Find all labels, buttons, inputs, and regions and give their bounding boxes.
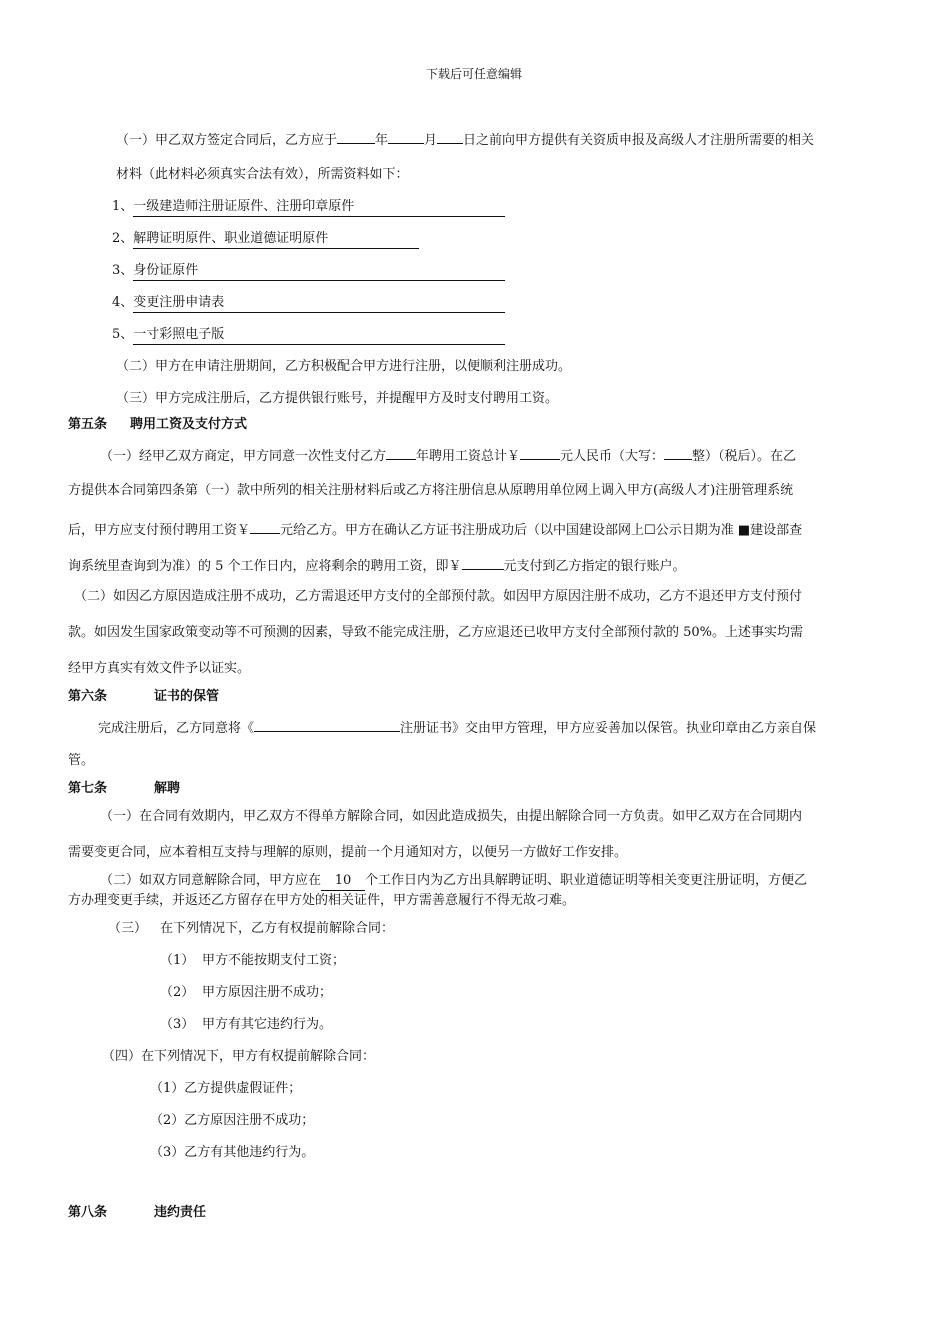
s4-paragraph-1-line-2: 材料（此材料必须真实合法有效），所需资料如下：	[116, 167, 409, 182]
s5-p2-line-2: 款。如因发生国家政策变动等不可预测的因素，导致不能完成注册，乙方应退还已收甲方支付全部预付款的 50%。上述事实均需	[68, 625, 804, 640]
filled-days-value: 10	[321, 872, 365, 891]
s7-p2-line-1	[100, 872, 807, 891]
s7-p2-line-2: 方办理变更手续，并返还乙方留存在甲方处的相关证件，甲方需善意履行不得无故刁难。	[68, 893, 576, 908]
text: （一）甲乙双方签定合同后，乙方应于	[116, 133, 338, 148]
item-text: 变更注册申请表	[133, 294, 505, 313]
text: 注册证书》交由甲方管理，甲方应妥善加以保管。执业印章由乙方亲自保	[400, 721, 817, 736]
s5-heading	[68, 416, 247, 434]
item-text: 甲方不能按期支付工资；	[202, 953, 346, 968]
text: 整）（税后）。在乙	[692, 449, 797, 464]
text: 个工作日内为乙方出具解聘证明、职业道德证明等相关变更注册证明，方便乙	[365, 873, 808, 888]
item-number: （3）	[160, 1017, 195, 1032]
s4-paragraph-2: （二）甲方在申请注册期间，乙方积极配合甲方进行注册，以便顺利注册成功。	[116, 359, 572, 374]
article-title: 解聘	[154, 781, 181, 796]
text: 在下列情况下，乙方有权提前解除合同：	[160, 921, 395, 936]
text: 年聘用工资总计￥	[416, 449, 521, 464]
s4-item-4	[112, 294, 505, 313]
item-number: 1、	[112, 199, 134, 214]
item-text: 一级建造师注册证原件、注册印章原件	[133, 198, 505, 217]
s6-line-1	[98, 716, 816, 738]
s6-heading	[68, 688, 219, 706]
text: 元给乙方。甲方在确认乙方证书注册成功后（以中国建设部网上	[280, 523, 645, 538]
article-title: 聘用工资及支付方式	[130, 417, 248, 432]
s5-p1-line-3	[68, 518, 802, 540]
text: （一）经甲乙双方商定，甲方同意一次性支付乙方	[100, 449, 387, 464]
s6-line-2: 管。	[68, 753, 95, 768]
s7-p4-item-3: （3）乙方有其他违约行为。	[150, 1145, 315, 1160]
item-text: 甲方有其它违约行为。	[202, 1017, 333, 1032]
blank-total-amount	[520, 444, 560, 460]
text: 年	[375, 133, 389, 148]
s7-p1-line-2: 需要变更合同，应本着相互支持与理解的原则，提前一个月通知对方，以便另一方做好工作安排。	[68, 845, 628, 860]
blank-remaining-amount	[462, 554, 504, 570]
s7-p1-line-1: （一）在合同有效期内，甲乙双方不得单方解除合同，如因此造成损失，由提出解除合同一方负责。如甲乙双方在合同期内	[100, 809, 803, 824]
blank-day	[437, 128, 463, 144]
article-title: 违约责任	[154, 1205, 207, 1220]
s7-p4-item-1: （1）乙方提供虚假证件；	[150, 1081, 302, 1096]
text: 公示日期为准	[655, 523, 738, 538]
text: 后，甲方应支付预付聘用工资￥	[68, 523, 251, 538]
text: 日之前向甲方提供有关资质申报及高级人才注册所需要的相关	[463, 133, 815, 148]
s5-p2-line-3: 经甲方真实有效文件予以证实。	[68, 661, 251, 676]
page-header-note: 下载后可任意编辑	[426, 67, 523, 81]
item-text: 一寸彩照电子版	[133, 326, 505, 345]
s7-p4-item-2: （2）乙方原因注册不成功；	[150, 1113, 315, 1128]
item-text: 甲方原因注册不成功；	[202, 985, 333, 1000]
text: 元支付到乙方指定的银行账户。	[503, 559, 686, 574]
item-number: （1）	[160, 953, 195, 968]
text: 元人民币（大写：	[560, 449, 665, 464]
s7-p3-item-2	[160, 984, 332, 1002]
article-number: 第八条	[68, 1205, 108, 1220]
s7-heading	[68, 780, 180, 798]
item-number: 4、	[112, 295, 134, 310]
text: 月	[424, 133, 438, 148]
checkbox-empty-glyph: ☐	[644, 523, 656, 538]
text: 完成注册后，乙方同意将《	[98, 721, 255, 736]
s4-paragraph-1-line-1	[116, 128, 814, 150]
s8-heading	[68, 1204, 206, 1222]
blank-year	[337, 128, 375, 144]
s7-p4-line: （四）在下列情况下，甲方有权提前解除合同：	[102, 1049, 376, 1064]
s4-paragraph-3: （三）甲方完成注册后，乙方提供银行账号，并提醒甲方及时支付聘用工资。	[116, 391, 559, 406]
text: 建设部查	[750, 523, 803, 538]
s5-p1-line-2: 方提供本合同第四条第（一）款中所列的相关注册材料后或乙方将注册信息从原聘用单位网上调入甲方(高级人才)注册管理系统	[68, 483, 794, 498]
blank-amount-in-words	[664, 444, 692, 460]
text: （二）如双方同意解除合同，甲方应在	[100, 873, 322, 888]
s5-p2-line-1: （二）如因乙方原因造成注册不成功，乙方需退还甲方支付的全部预付款。如因甲方原因注册不成功，乙方不退还甲方支付预付	[74, 589, 803, 604]
s4-item-2	[112, 230, 419, 249]
blank-certificate-name	[254, 716, 400, 732]
item-number: 3、	[112, 263, 134, 278]
blank-month	[388, 128, 424, 144]
article-number: 第五条	[68, 417, 108, 432]
s4-item-3	[112, 262, 505, 281]
blank-years	[386, 444, 416, 460]
article-number: 第七条	[68, 781, 108, 796]
article-title: 证书的保管	[154, 689, 220, 704]
item-text: 身份证原件	[133, 262, 505, 281]
s5-p1-line-1	[100, 444, 796, 466]
blank-advance-amount	[250, 518, 280, 534]
item-number: 2、	[112, 231, 134, 246]
s5-p1-line-4	[68, 554, 686, 576]
item-text: 解聘证明原件、职业道德证明原件	[133, 230, 419, 249]
text: 询系统里查询到为准）的 5 个工作日内，应将剩余的聘用工资，即￥	[68, 559, 462, 574]
s4-item-5	[112, 326, 505, 345]
square-filled-glyph: ■	[737, 523, 751, 538]
s7-p3-line	[108, 920, 394, 938]
s4-item-1	[112, 198, 505, 217]
item-number: （三）	[108, 921, 148, 936]
s7-p3-item-1	[160, 952, 345, 970]
item-number: （2）	[160, 985, 195, 1000]
s7-p3-item-3	[160, 1016, 332, 1034]
item-number: 5、	[112, 327, 134, 342]
article-number: 第六条	[68, 689, 108, 704]
